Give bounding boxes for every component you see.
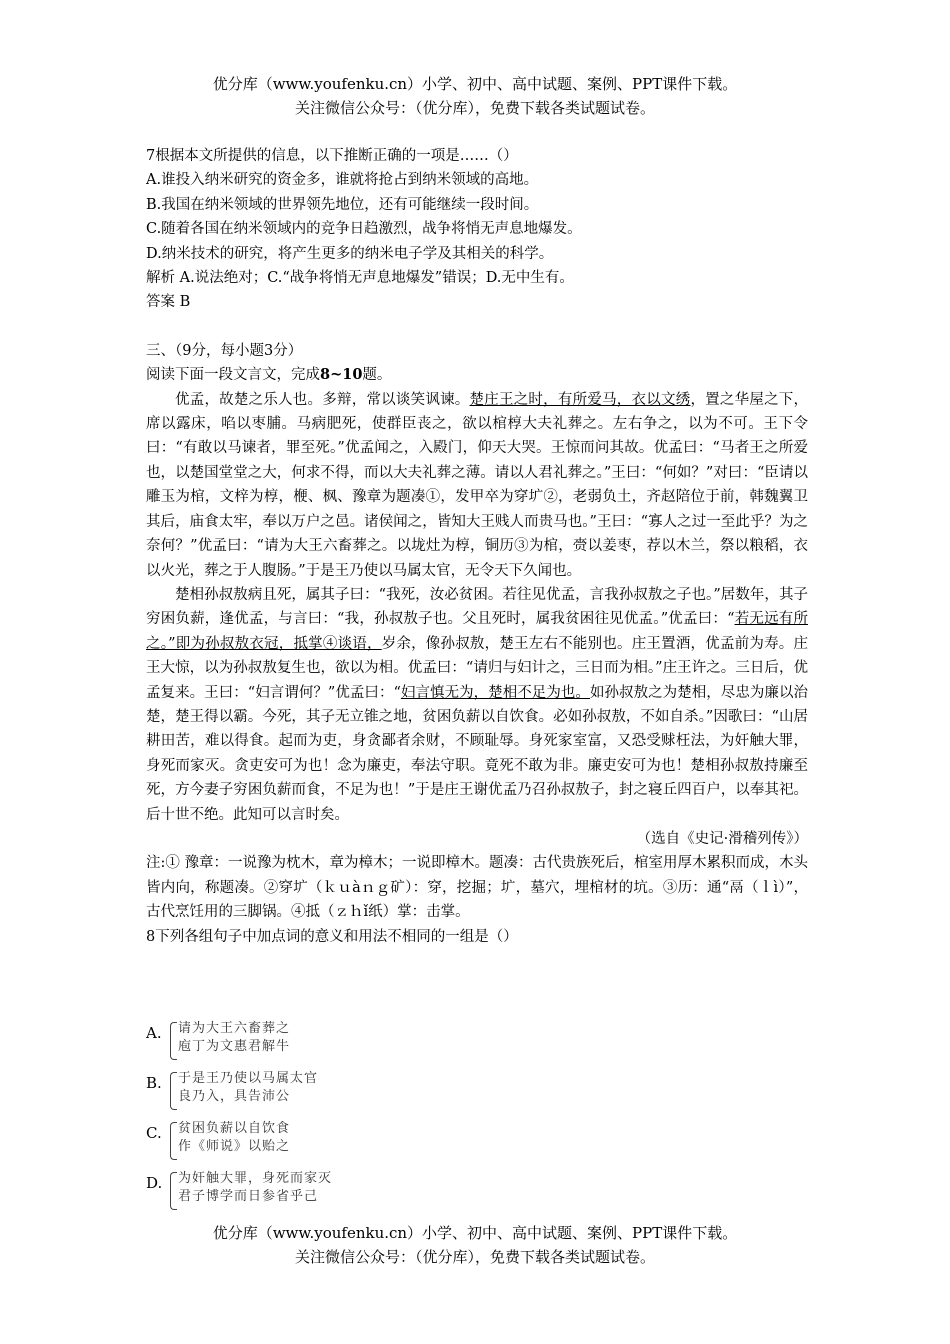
brace-icon: [170, 1172, 177, 1210]
q7-answer: 答案 B: [146, 294, 191, 311]
q8-stem: 8下列各组句子中加点词的意义和用法不相同的一组是（）: [146, 928, 518, 945]
q8-option-line: 于是王乃使以马属太官: [178, 1071, 319, 1086]
q8-option-line: 贫困负薪以自饮食: [178, 1121, 291, 1136]
passage-notes: 注:① 豫章：一说豫为枕木，章为樟木；一说即樟木。题凑：古代贵族死后，棺室用厚木累积而成，木头皆内向，称题凑。②穿圹（ｋｕàｎｇ矿）：穿，挖掘；圹，墓穴，埋棺材的坑。③历：通“鬲（ｌì）”，古代烹饪用的三脚锅。④抵（ｚｈǐ纸）掌：击掌。: [146, 855, 808, 921]
q8-option-letter: D.: [146, 1174, 163, 1192]
section-3-instruction: 阅读下面一段文言文，完成8~10题。: [146, 366, 392, 384]
q8-option: [146, 1120, 596, 1170]
q8-options: [146, 1020, 596, 1220]
q8-option-line: 良乃入，具告沛公: [178, 1089, 291, 1104]
q8-option-letter: B.: [146, 1074, 162, 1092]
brace-icon: [170, 1122, 177, 1160]
q7-option-a: A.谁投入纳米研究的资金多，谁就将抢占到纳米领域的高地。: [146, 172, 539, 189]
header-line-1: 优分库（www.youfenku.cn）小学、初中、高中试题、案例、PPT课件下载。: [212, 75, 738, 93]
q8-option-line: 作《师说》以贻之: [178, 1139, 291, 1154]
brace-icon: [170, 1022, 177, 1060]
q8-option-letter: A.: [146, 1024, 162, 1042]
document-body: [146, 144, 808, 949]
q8-option-line: 庖丁为文惠君解牛: [178, 1039, 291, 1054]
q8-option-letter: C.: [146, 1124, 162, 1142]
q7-option-d: D.纳米技术的研究，将产生更多的纳米电子学及其相关的科学。: [146, 245, 554, 262]
q8-option: [146, 1020, 596, 1070]
q8-option-line: 君子博学而日参省乎己: [178, 1189, 319, 1204]
passage-paragraph-2: 楚相孙叔敖病且死，属其子曰：“我死，汝必贫困。若往见优孟，言我孙叔敖之子也。”居数年，其子穷困负薪，逢优孟，与言曰：“我，孙叔敖子也。父且死时，属我贫困往见优孟。”优孟曰：“若无远有所之。”即为孙叔敖衣冠，抵掌④谈语，岁余，像孙叔敖，楚王左右不能别也。庄王置酒，优孟前为寿。庄王大惊，以为孙叔敖复生也，欲以为相。优孟曰：“请归与妇计之，三日而为相。”庄王许之。三日后，优孟复来。王曰：“妇言谓何？”优孟曰：“妇言慎无为，楚相不足为也。如孙叔敖之为楚相，尽忠为廉以治楚，楚王得以霸。今死，其子无立锥之地，贫困负薪以自饮食。必如孙叔敖，不如自杀。”因歌曰：“山居耕田苦，难以得食。起而为吏，身贪鄙者余财，不顾耻辱。身死家室富，又恐受赇枉法，为奸触大罪，身死而家灭。贪吏安可为也！念为廉吏，奉法守职。竟死不敢为非。廉吏安可为也！楚相孙叔敖持廉至死，方今妻子穷困负薪而食，不足为也！”于是庄王谢优孟乃召孙叔敖子，封之寝丘四百户，以奉其祀。后十世不绝。此知可以言时矣。: [146, 586, 809, 823]
footer-line-1: 优分库（www.youfenku.cn）小学、初中、高中试题、案例、PPT课件下载。: [212, 1224, 738, 1242]
q8-option-line: 请为大王六畜葬之: [178, 1021, 291, 1036]
footer-line-2: 关注微信公众号：（优分库），免费下载各类试题试卷。: [294, 1248, 655, 1266]
q7-option-b: B.我国在纳米领域的世界领先地位，还有可能继续一段时间。: [146, 196, 539, 213]
q8-option: [146, 1070, 596, 1120]
brace-icon: [170, 1072, 177, 1110]
q7-option-c: C.随着各国在纳米领域内的竞争日趋激烈，战争将悄无声息地爆发。: [146, 221, 582, 238]
q7-analysis: 解析 A.说法绝对；C.“战争将悄无声息地爆发”错误；D.无中生有。: [146, 270, 574, 287]
passage-source: （选自《史记·滑稽列传》）: [636, 830, 808, 847]
q8-option-line: 为奸触大罪，身死而家灭: [178, 1171, 333, 1186]
section-3-title: 三、（9分，每小题3分）: [146, 342, 303, 359]
passage-paragraph-1: 优孟，故楚之乐人也。多辩，常以谈笑讽谏。楚庄王之时，有所爱马，衣以文绣，置之华屋之下，席以露床，啗以枣脯。马病肥死，使群臣丧之，欲以棺椁大夫礼葬之。左右争之，以为不可。王下令曰：“有敢以马谏者，罪至死。”优孟闻之，入殿门，仰天大哭。王惊而问其故。优孟曰：“马者王之所爱也，以楚国堂堂之大，何求不得，而以大夫礼葬之薄。请以人君礼葬之。”王曰：“何如？”对曰：“臣请以雕玉为棺，文梓为椁，楩、枫、豫章为题凑①，发甲卒为穿圹②，老弱负土，齐赵陪位于前，韩魏翼卫其后，庙食太牢，奉以万户之邑。诸侯闻之，皆知大王贱人而贵马也。”王曰：“寡人之过一至此乎？为之奈何？”优孟曰：“请为大王六畜葬之。以垅灶为椁，铜历③为棺，赍以姜枣，荐以木兰，祭以粮稻，衣以火光，葬之于人腹肠。”于是王乃使以马属太官，无令天下久闻也。: [146, 391, 809, 579]
q8-option: [146, 1170, 596, 1220]
q7-stem: 7根据本文所提供的信息，以下推断正确的一项是……（）: [146, 148, 518, 164]
header-line-2: 关注微信公众号：（优分库），免费下载各类试题试卷。: [294, 99, 655, 117]
